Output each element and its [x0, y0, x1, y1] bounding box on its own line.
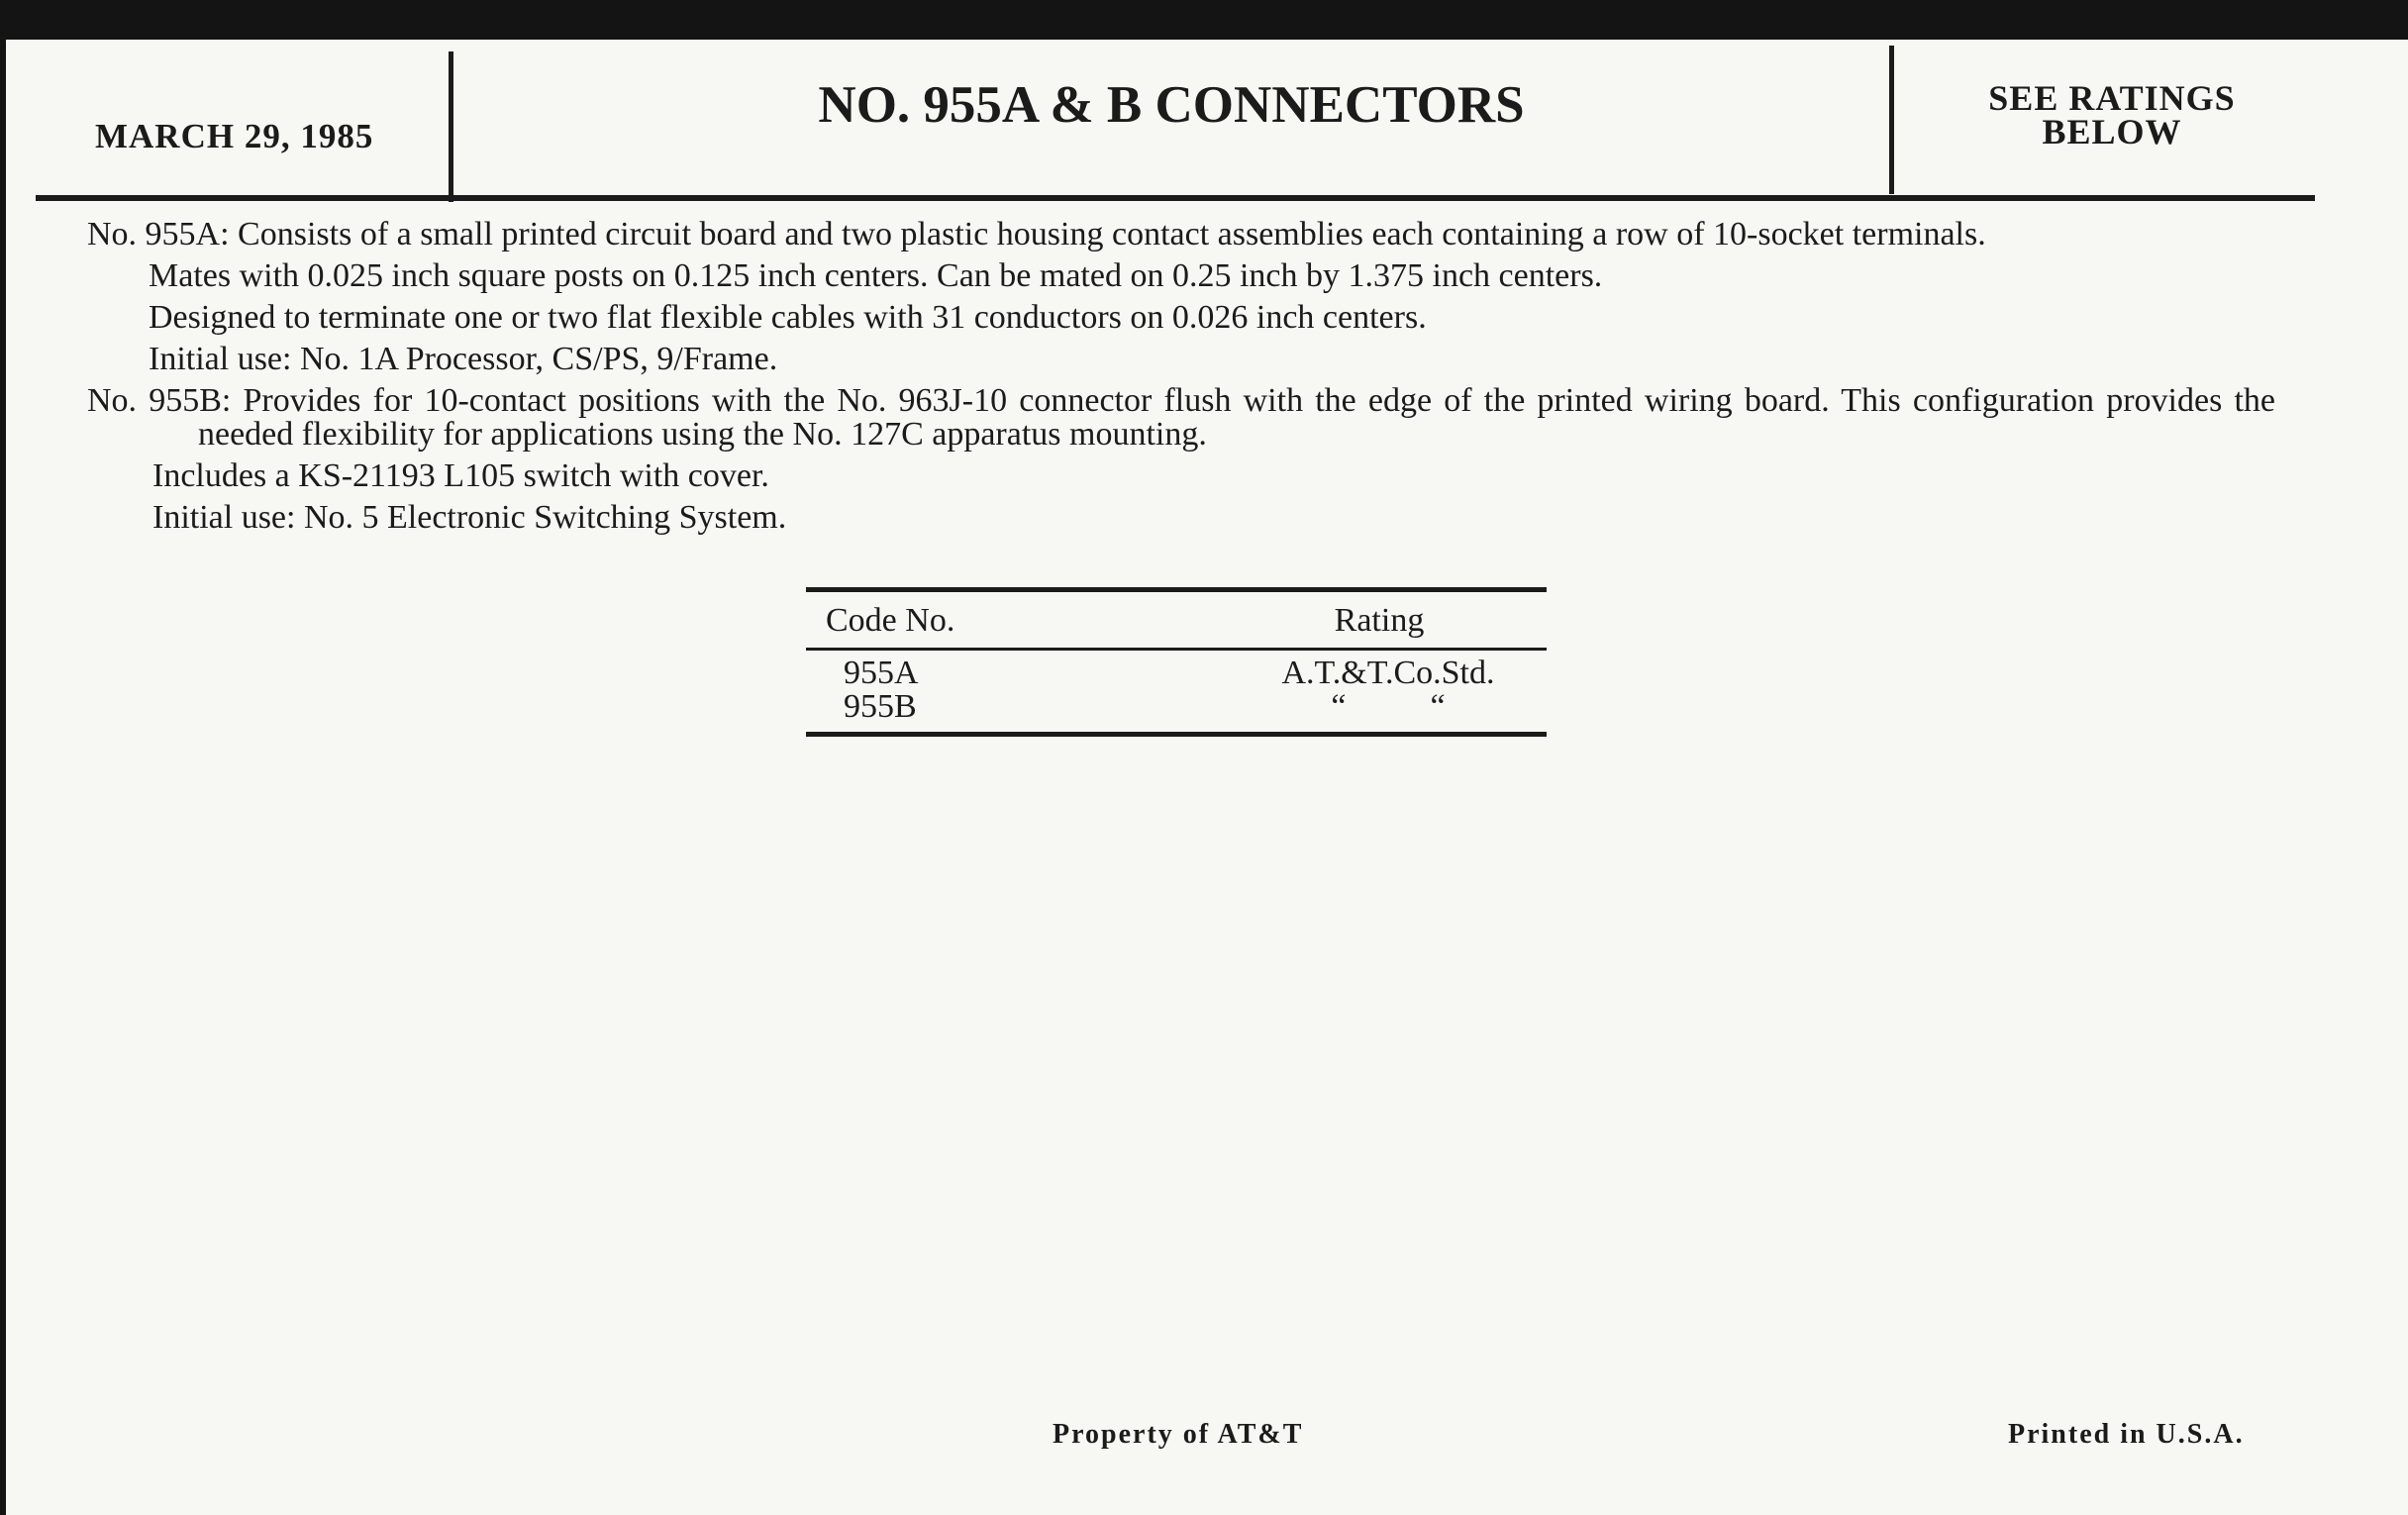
description [87, 218, 2275, 543]
property-notice: Property of AT&T [1053, 1419, 1304, 1450]
rating-cell: “ “ [1331, 688, 1446, 725]
ratings-note [1894, 78, 2330, 152]
paragraph-955a: No. 955A: Consists of a small printed circuit board and two plastic housing contact assemblies each containing a row of 10-socket terminals. [87, 216, 1986, 252]
table-body [806, 651, 1547, 732]
table-row [806, 690, 1547, 724]
page-title: NO. 955A & B CONNECTORS [818, 76, 1525, 134]
table-rule-bottom [806, 732, 1547, 737]
paragraph-mates: Mates with 0.025 inch square posts on 0.125 inch centers. Can be mated on 0.25 inch by 1.375 inch centers. [149, 257, 1603, 294]
issue-date: MARCH 29, 1985 [95, 117, 374, 155]
paragraph-designed: Designed to terminate one or two flat flexible cables with 31 conductors on 0.026 inch centers. [149, 299, 1427, 336]
ratings-table [806, 587, 1547, 737]
rating-cell: A.T.&T.Co.Std. [1281, 655, 1495, 691]
ratings-note-line2: BELOW [2042, 112, 2182, 152]
spec-card [6, 40, 2408, 1515]
printed-notice: Printed in U.S.A. [2008, 1419, 2245, 1450]
table-row [806, 656, 1547, 690]
paragraph-initial-use-a: Initial use: No. 1A Processor, CS/PS, 9/Frame. [149, 341, 778, 377]
column-header-code: Code No. [826, 602, 955, 639]
code-cell: 955B [844, 688, 917, 725]
paragraph-initial-use-b: Initial use: No. 5 Electronic Switching System. [152, 499, 787, 536]
ratings-note-line1: SEE RATINGS [1988, 78, 2236, 118]
table-header-row [806, 592, 1547, 648]
header-rule [36, 195, 2315, 201]
column-header-rating: Rating [1334, 602, 1425, 639]
paragraph-955b: No. 955B: Provides for 10-contact positions with the No. 963J-10 connector flush with the edge of the printed wiring board. This configuration provides the needed flexibility for applications using the No. 127C apparatus mounting. [87, 382, 2275, 453]
paragraph-includes: Includes a KS-21193 L105 switch with cover. [152, 457, 769, 494]
code-cell: 955A [844, 655, 919, 691]
